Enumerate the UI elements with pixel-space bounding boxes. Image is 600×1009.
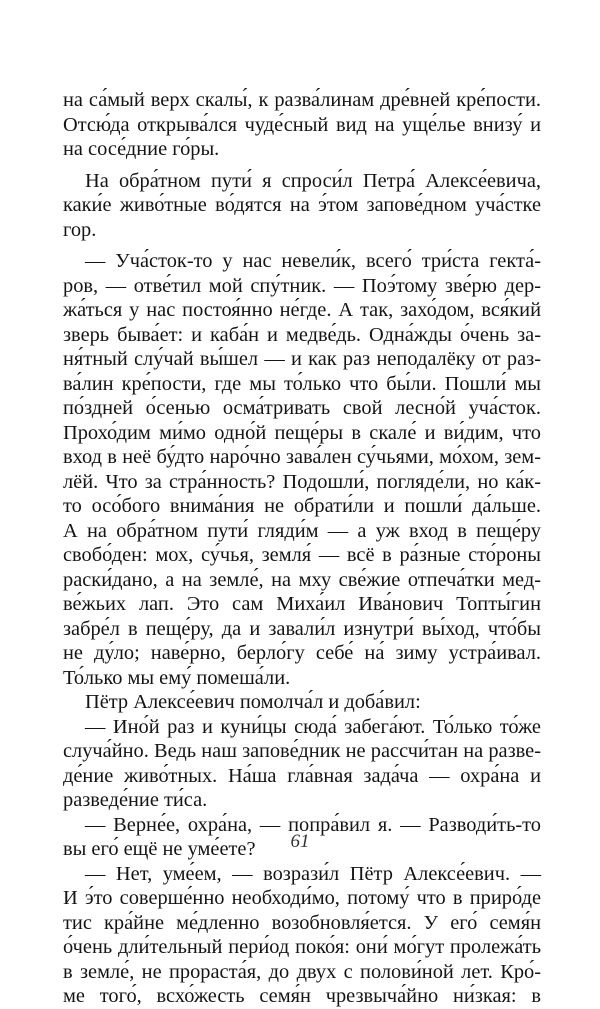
text-line: То́лько мы ему́ помеша́ли. <box>63 666 291 689</box>
text-line: де́ние живо́тных. На́ша гла́вная зада́ча — охра́на и <box>63 764 541 787</box>
text-line: на са́мый верх скалы́, к разва́линам дре́вней кре́пости. <box>63 89 541 111</box>
text-line: зверь быва́ет: и каба́н и медве́дь. Одна́жды о́чень за- <box>63 323 541 346</box>
text-line: ве́жьих лап. Это сам Миха́ил Ива́нович Топты́гин <box>63 593 541 615</box>
text-line: разведе́ние ти́са. <box>63 789 208 811</box>
text-line: вы его́ ещё не уме́ете? <box>63 838 256 860</box>
text-line: о́чень дли́тельный пери́од поко́я: они́ мо́гут пролежа́ть <box>63 936 541 958</box>
text-line: А на обра́тном пути́ гляди́м — а уж вход в пеще́ру <box>63 519 541 542</box>
text-line: — Уча́сток-то у нас невели́к, всего́ три́ста гекта́- <box>85 250 541 272</box>
text-line: ня́тный слу́чай вы́шел — и как раз неподалёку от раз- <box>63 348 541 370</box>
text-line: ме того́, всхо́жесть семя́н чрезвыча́йно ни́зкая: в <box>63 985 541 1007</box>
text-line: на сосе́дние го́ры. <box>63 138 220 160</box>
text-line: На обра́тном пути́ я спроси́л Петра́ Алексе́евича, <box>85 169 541 192</box>
text-line: — Нет, уме́ем, — возрази́л Пётр Алексе́евич. — <box>85 862 541 885</box>
page-number: 61 <box>290 831 310 852</box>
text-line: Отсю́да открыва́лся чуде́сный вид на уще́лье внизу́ и <box>63 113 541 136</box>
text-line: — Ино́й раз и куни́цы сюда́ забега́ют. То́лько то́же <box>85 715 541 738</box>
text-line: каки́е живо́тные во́дятся на э́том запове́дном уча́стке <box>63 194 541 216</box>
text-line: раски́дано, а на земле́, на мху све́жие отпеча́тки мед- <box>63 568 541 591</box>
text-line: — Верне́е, охра́на, — попра́вил я. — Разводи́ть-то <box>85 813 541 836</box>
text-line: ров, — отве́тил мой спу́тник. — Поэ́тому зве́рю дер- <box>63 274 541 297</box>
text-line: в земле́, не прораста́я, до двух с полови́ной лет. Кро́- <box>63 960 541 983</box>
text-line: И э́то соверше́нно необходи́мо, потому́ что в приро́де <box>63 887 541 909</box>
text-line: жа́ться у нас постоя́нно не́где. А так, захо́дом, вся́кий <box>63 299 541 321</box>
text-line: Пётр Алексе́евич помолча́л и доба́вил: <box>85 691 421 713</box>
text-line: забре́л в пеще́ру, да и завали́л изнутри́ вы́ход, что́бы <box>63 617 541 640</box>
text-line: не ду́ло; наве́рно, берло́гу себе́ на́ зиму устра́ивал. <box>63 642 541 664</box>
text-line: Прохо́дим ми́мо одно́й пеще́ры в скале́ и ви́дим, что <box>63 421 541 444</box>
text-line: по́здней о́сенью осма́тривать свой лесно́й уча́сток. <box>63 397 541 419</box>
text-line: тис кра́йне ме́дленно возобновля́ется. У его́ семя́н <box>63 911 541 934</box>
text-line: ва́лин кре́пости, где мы то́лько что бы́ли. Пошли́ мы <box>63 372 541 395</box>
text-line: то осо́бого внима́ния не обрати́ли и пошли́ да́льше. <box>63 495 541 517</box>
text-line: вход в неё бу́дто наро́чно зава́лен су́чьями, мо́хом, зем- <box>63 446 541 468</box>
text-line: свобо́ден: мох, су́чья, земля́ — всё в ра́зные сто́роны <box>63 544 541 566</box>
text-line: лёй. Что за стра́нность? Подошли́, погляде́ли, но ка́к- <box>63 470 541 493</box>
text-line: гор. <box>63 218 97 241</box>
text-line: случа́йно. Ведь наш запове́дник не рассчи́тан на разве- <box>63 740 541 762</box>
body-text <box>63 88 541 1009</box>
